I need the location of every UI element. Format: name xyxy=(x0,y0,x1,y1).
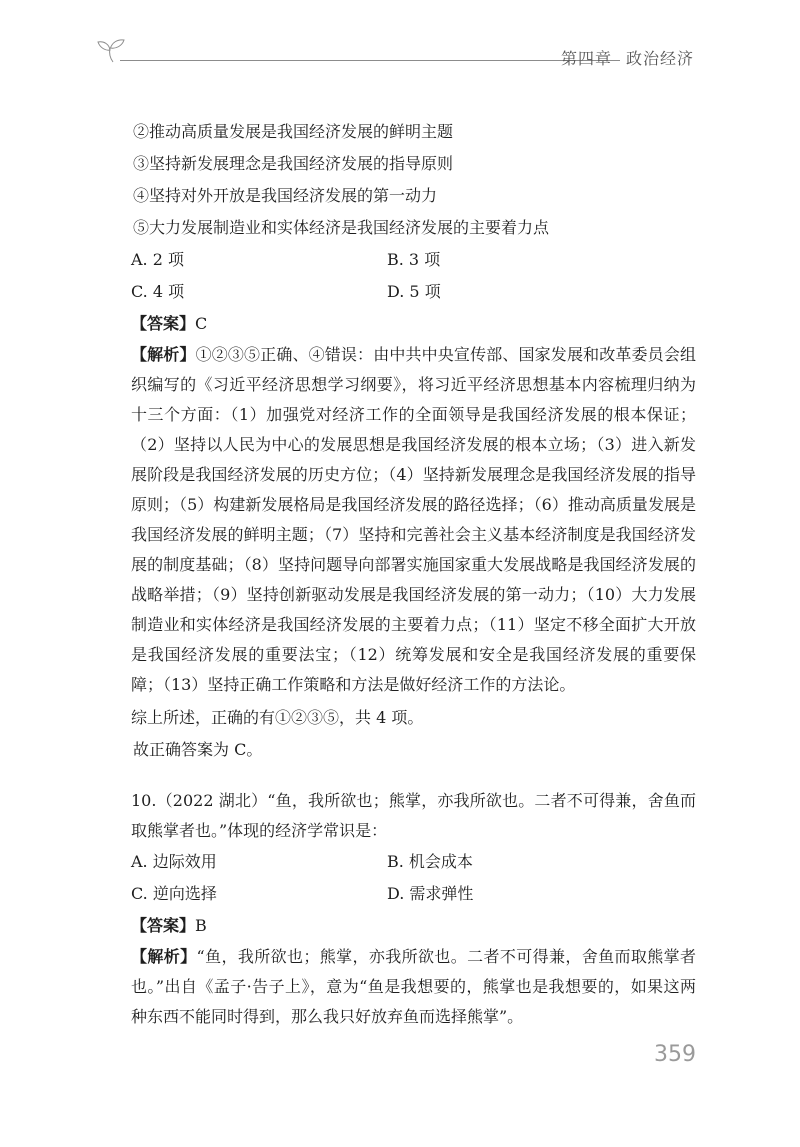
option-a: A. 2 项 xyxy=(131,250,184,269)
answer-label: 【答案】 xyxy=(131,916,196,935)
analysis-text: ①②③⑤正确、④错误：由中共中央宣传部、国家发展和改革委员会组织编写的《习近平经济思想学习纲要》，将习近平经济思想基本内容梳理归纳为十三个方面：（1）加强党对经济工作的全面领导是我国经济发展的根本保证；（2）坚持以人民为中心的发展思想是我国经济发展的根本立场；（3）进入新发展阶段是我国经济发展的历史方位；（4）坚持新发展理念是我国经济发展的指导原则；（5）构建新发展格局是我国经济发展的路径选择；（6）推动高质量发展是我国经济发展的鲜明主题；（7）坚持和完善社会主义基本经济制度是我国经济发展的制度基础；（8）坚持问题导向部署实施国家重大发展战略是我国经济发展的战略举措；（9）坚持创新驱动发展是我国经济发展的第一动力；（10）大力发展制造业和实体经济是我国经济发展的主要着力点；（11）坚定不移全面扩大开放是我国经济发展的重要法宝；（12）统筹发展和安全是我国经济发展的重要保障；（13）坚持正确工作策略和方法是做好经济工作的方法论。 xyxy=(131,345,696,694)
conclusion-line xyxy=(131,734,696,766)
statement-item: ③坚持新发展理念是我国经济发展的指导原则 xyxy=(133,154,454,173)
answer-label: 【答案】 xyxy=(131,314,196,333)
question-stem: 10.（2022 湖北）“鱼，我所欲也；熊掌，亦我所欲也。二者不可得兼，舍鱼而取熊掌者也。”体现的经济学常识是： xyxy=(131,791,696,840)
option-b: B. 3 项 xyxy=(387,250,441,269)
running-header xyxy=(96,36,706,76)
question-10 xyxy=(131,786,696,1032)
summary-text: 综上所述，正确的有①②③⑤，共 4 项。 xyxy=(131,708,424,727)
page-content xyxy=(131,116,696,1032)
summary-line xyxy=(131,702,696,734)
analysis-label: 【解析】 xyxy=(131,345,196,364)
running-head xyxy=(561,46,694,69)
option-d: D. 需求弹性 xyxy=(387,884,474,903)
answer-value: C xyxy=(195,314,208,333)
option-c: C. 逆向选择 xyxy=(131,884,217,903)
option-a: A. 边际效用 xyxy=(131,852,217,871)
page-number: 359 xyxy=(654,1042,696,1067)
options-row xyxy=(131,846,696,878)
answer-line xyxy=(131,308,696,340)
answer-value: B xyxy=(195,916,207,935)
analysis-paragraph xyxy=(131,942,696,1032)
options-row xyxy=(131,276,696,308)
analysis-paragraph xyxy=(131,340,696,700)
section-label: 政治经济 xyxy=(625,49,694,68)
options-row xyxy=(131,878,696,910)
leaf-ornament-icon xyxy=(96,36,130,66)
analysis-text: “鱼，我所欲也；熊掌，亦我所欲也。二者不可得兼，舍鱼而取熊掌者也。”出自《孟子·告子上》，意为“鱼是我想要的，熊掌也是我想要的，如果这两种东西不能同时得到，那么我只好放弃鱼而选择熊掌”。 xyxy=(131,947,696,1026)
header-rule xyxy=(120,60,620,61)
option-d: D. 5 项 xyxy=(387,282,441,301)
conclusion-text: 故正确答案为 C。 xyxy=(133,740,263,759)
analysis-label: 【解析】 xyxy=(131,947,197,966)
statement-item: ②推动高质量发展是我国经济发展的鲜明主题 xyxy=(133,122,454,141)
option-b: B. 机会成本 xyxy=(387,852,473,871)
statement-item: ④坚持对外开放是我国经济发展的第一动力 xyxy=(133,186,438,205)
answer-line xyxy=(131,910,696,942)
question-9 xyxy=(131,116,696,766)
chapter-label: 第四章 xyxy=(560,49,612,68)
options-row xyxy=(131,244,696,276)
statement-item: ⑤大力发展制造业和实体经济是我国经济发展的主要着力点 xyxy=(133,218,550,237)
option-c: C. 4 项 xyxy=(131,282,185,301)
